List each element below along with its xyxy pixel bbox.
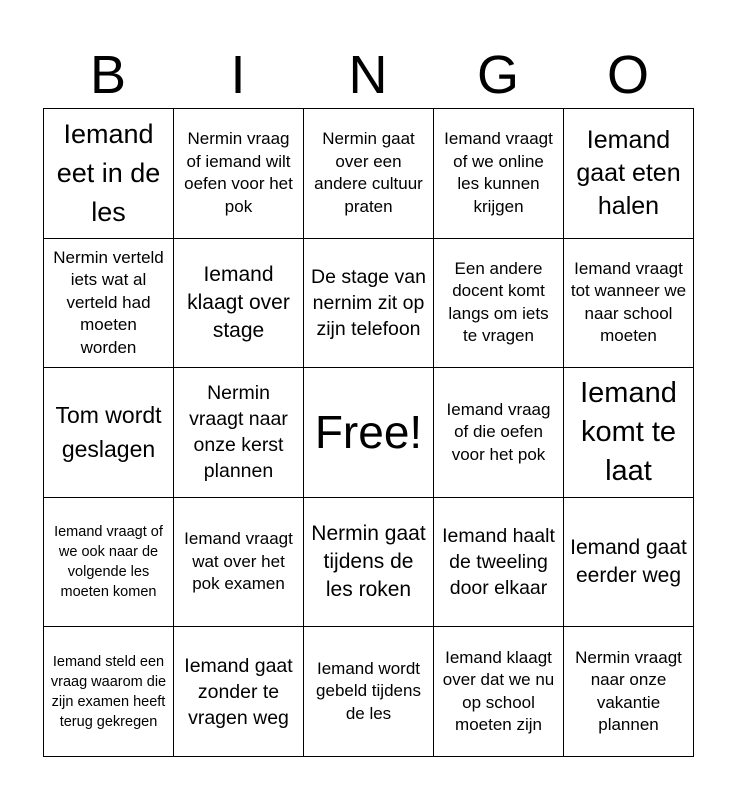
- bingo-cell[interactable]: Nermin vraagt naar onze vakantie plannen: [564, 627, 694, 757]
- bingo-cell[interactable]: Iemand wordt gebeld tijdens de les: [304, 627, 434, 757]
- bingo-row: [44, 238, 694, 368]
- bingo-cell[interactable]: Iemand vraagt tot wanneer we naar school moeten: [564, 238, 694, 368]
- bingo-cell[interactable]: Tom wordt geslagen: [44, 368, 174, 498]
- header-letter-n: N: [348, 45, 388, 105]
- bingo-cell[interactable]: Nermin vraagt naar onze kerst plannen: [174, 368, 304, 498]
- bingo-card: [43, 108, 694, 757]
- bingo-cell[interactable]: Iemand gaat eten halen: [564, 109, 694, 239]
- header-letter-g: G: [476, 45, 519, 105]
- header-letter-o: O: [606, 45, 649, 105]
- bingo-cell[interactable]: Iemand vraag of die oefen voor het pok: [434, 368, 564, 498]
- bingo-header: [43, 42, 693, 108]
- bingo-cell[interactable]: Iemand klaagt over stage: [174, 238, 304, 368]
- bingo-cell[interactable]: Een andere docent komt langs om iets te vragen: [434, 238, 564, 368]
- bingo-cell[interactable]: Iemand steld een vraag waarom die zijn examen heeft terug gekregen: [44, 627, 174, 757]
- bingo-cell[interactable]: Iemand vraagt wat over het pok examen: [174, 497, 304, 627]
- free-cell[interactable]: Free!: [304, 368, 434, 498]
- bingo-cell[interactable]: De stage van nernim zit op zijn telefoon: [304, 238, 434, 368]
- bingo-row: [44, 627, 694, 757]
- bingo-cell[interactable]: Iemand vraagt of we ook naar de volgende les moeten komen: [44, 497, 174, 627]
- header-letter-b: B: [89, 45, 127, 105]
- bingo-cell[interactable]: Iemand gaat eerder weg: [564, 497, 694, 627]
- bingo-cell[interactable]: Iemand vraagt of we online les kunnen krijgen: [434, 109, 564, 239]
- bingo-cell[interactable]: Iemand klaagt over dat we nu op school moeten zijn: [434, 627, 564, 757]
- bingo-cell[interactable]: Nermin gaat over een andere cultuur praten: [304, 109, 434, 239]
- bingo-cell[interactable]: Iemand eet in de les: [44, 109, 174, 239]
- bingo-row: [44, 368, 694, 498]
- bingo-row: [44, 497, 694, 627]
- bingo-cell[interactable]: Nermin verteld iets wat al verteld had moeten worden: [44, 238, 174, 368]
- bingo-cell[interactable]: Iemand komt te laat: [564, 368, 694, 498]
- header-letter-i: I: [230, 45, 246, 105]
- bingo-cell[interactable]: Iemand gaat zonder te vragen weg: [174, 627, 304, 757]
- bingo-cell[interactable]: Nermin vraag of iemand wilt oefen voor het pok: [174, 109, 304, 239]
- bingo-cell[interactable]: Iemand haalt de tweeling door elkaar: [434, 497, 564, 627]
- bingo-row: [44, 109, 694, 239]
- bingo-cell[interactable]: Nermin gaat tijdens de les roken: [304, 497, 434, 627]
